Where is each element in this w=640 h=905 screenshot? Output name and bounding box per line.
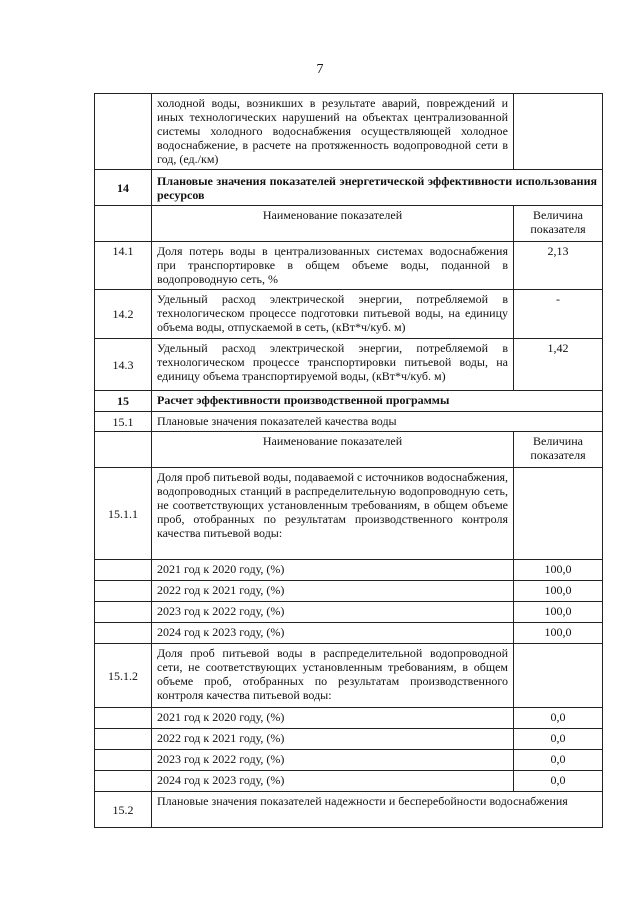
row-number-cell bbox=[95, 602, 152, 623]
year-label: 2022 год к 2021 году, (%) bbox=[152, 729, 514, 750]
table-row bbox=[95, 94, 603, 170]
indicator-name: Удельный расход электрической энергии, потребляемой в технологическом процессе подготовки питьевой воды, на единицу объема воды, отпускаемой в сеть, (кВт*ч/куб. м) bbox=[152, 290, 514, 339]
column-header-value: Величина показателя bbox=[514, 206, 603, 242]
row-number-cell bbox=[95, 623, 152, 644]
row-number-cell bbox=[95, 750, 152, 771]
row-number-cell bbox=[95, 94, 152, 170]
table-row bbox=[95, 644, 603, 708]
section-title: Плановые значения показателей энергетической эффективности использования ресурсов bbox=[152, 170, 603, 206]
year-label: 2021 год к 2020 году, (%) bbox=[152, 560, 514, 581]
header-row bbox=[95, 206, 603, 242]
row-number-cell bbox=[95, 729, 152, 750]
section-row bbox=[95, 170, 603, 206]
header-row bbox=[95, 432, 603, 468]
year-row bbox=[95, 729, 603, 750]
year-value: 100,0 bbox=[514, 602, 603, 623]
year-label: 2021 год к 2020 году, (%) bbox=[152, 708, 514, 729]
year-row bbox=[95, 771, 603, 792]
indicator-value bbox=[514, 94, 603, 170]
row-number: 14.1 bbox=[95, 242, 152, 290]
row-number-cell bbox=[95, 581, 152, 602]
row-number-cell bbox=[95, 206, 152, 242]
year-label: 2022 год к 2021 году, (%) bbox=[152, 581, 514, 602]
indicator-name: Доля проб питьевой воды в распределительной водопроводной сети, не соответствующих установленным требованиям, в общем объеме проб, отобранных по результатам производственного контроля качества питьевой воды: bbox=[152, 644, 514, 708]
column-header-name: Наименование показателей bbox=[152, 432, 514, 468]
year-value: 0,0 bbox=[514, 750, 603, 771]
row-number-cell bbox=[95, 432, 152, 468]
indicator-value: 1,42 bbox=[514, 339, 603, 391]
column-header-value: Величина показателя bbox=[514, 432, 603, 468]
row-number-cell bbox=[95, 708, 152, 729]
row-number: 15.1.1 bbox=[95, 468, 152, 560]
row-number: 14.3 bbox=[95, 339, 152, 391]
year-row bbox=[95, 560, 603, 581]
subsection-row bbox=[95, 792, 603, 828]
indicator-value bbox=[514, 644, 603, 708]
row-number: 15.1.2 bbox=[95, 644, 152, 708]
section-row bbox=[95, 391, 603, 412]
section-number: 15 bbox=[95, 391, 152, 412]
year-label: 2023 год к 2022 году, (%) bbox=[152, 602, 514, 623]
year-value: 100,0 bbox=[514, 623, 603, 644]
section-number: 14 bbox=[95, 170, 152, 206]
table-row bbox=[95, 242, 603, 290]
subsection-title: Плановые значения показателей качества воды bbox=[152, 412, 603, 432]
year-label: 2024 год к 2023 году, (%) bbox=[152, 771, 514, 792]
indicators-table bbox=[94, 93, 603, 828]
page-number: 7 bbox=[316, 62, 324, 77]
indicator-value bbox=[514, 468, 603, 560]
indicator-name: Доля потерь воды в централизованных системах водоснабжения при транспортировке в общем объеме воды, поданной в водопроводную сеть, % bbox=[152, 242, 514, 290]
table-row bbox=[95, 290, 603, 339]
row-number-cell bbox=[95, 771, 152, 792]
year-label: 2024 год к 2023 году, (%) bbox=[152, 623, 514, 644]
year-row bbox=[95, 623, 603, 644]
column-header-name: Наименование показателей bbox=[152, 206, 514, 242]
table-row bbox=[95, 468, 603, 560]
year-value: 100,0 bbox=[514, 560, 603, 581]
year-label: 2023 год к 2022 году, (%) bbox=[152, 750, 514, 771]
section-title: Расчет эффективности производственной программы bbox=[152, 391, 603, 412]
year-row bbox=[95, 581, 603, 602]
row-number-cell bbox=[95, 560, 152, 581]
indicator-name: Удельный расход электрической энергии, потребляемой в технологическом процессе транспортировки питьевой воды, на единицу объема транспортируемой воды, (кВт*ч/куб. м) bbox=[152, 339, 514, 391]
table-row bbox=[95, 339, 603, 391]
year-row bbox=[95, 602, 603, 623]
year-value: 0,0 bbox=[514, 729, 603, 750]
row-number: 15.2 bbox=[95, 792, 152, 828]
year-row bbox=[95, 750, 603, 771]
row-number: 15.1 bbox=[95, 412, 152, 432]
year-value: 0,0 bbox=[514, 708, 603, 729]
year-value: 0,0 bbox=[514, 771, 603, 792]
year-value: 100,0 bbox=[514, 581, 603, 602]
row-number: 14.2 bbox=[95, 290, 152, 339]
subsection-row bbox=[95, 412, 603, 432]
indicator-value: - bbox=[514, 290, 603, 339]
indicator-name: Доля проб питьевой воды, подаваемой с источников водоснабжения, водопроводных станций в распределительную водопроводную сеть, не соответствующих установленным требованиям, в общем объеме проб, отобранных по результатам производственного контроля качества питьевой воды: bbox=[152, 468, 514, 560]
year-row bbox=[95, 708, 603, 729]
indicator-value: 2,13 bbox=[514, 242, 603, 290]
subsection-title: Плановые значения показателей надежности и бесперебойности водоснабжения bbox=[152, 792, 603, 828]
indicator-name: холодной воды, возникших в результате аварий, повреждений и иных технологических нарушений на объектах централизованной системы холодного водоснабжения осуществляющей холодное водоснабжение, в расчете на протяженность водопроводной сети в год, (ед./км) bbox=[152, 94, 514, 170]
